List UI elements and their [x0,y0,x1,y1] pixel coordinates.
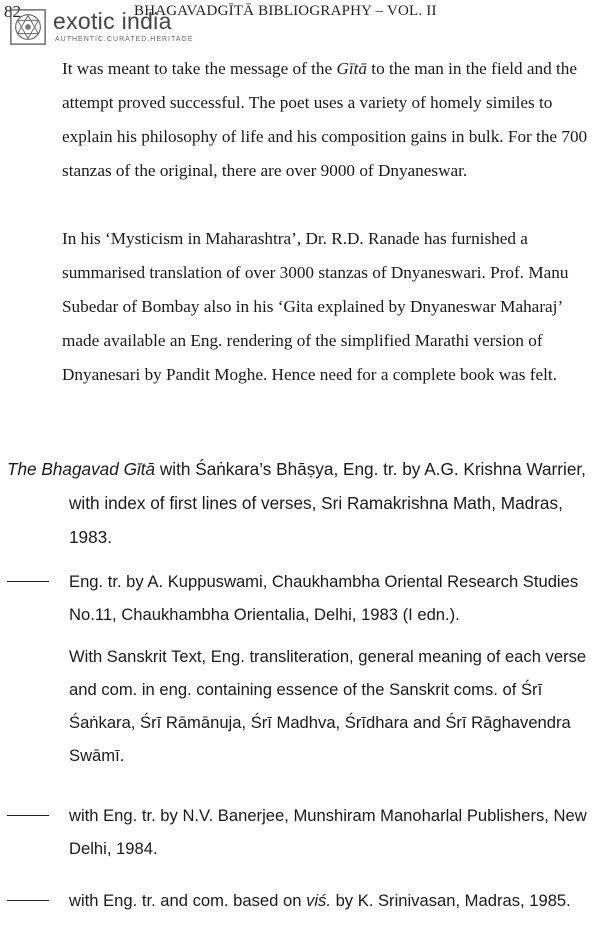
ditto-dash [7,900,49,901]
watermark-tagline: AUTHENTIC.CURATED.HERITAGE [55,36,194,43]
watermark-brand: exotic india [53,8,172,34]
ditto-dash [7,815,49,816]
bibliography-subentry-2: with Eng. tr. by N.V. Banerjee, Munshiram Manoharlal Publishers, New Delhi, 1984. [7,799,595,865]
page-number: 82 [4,2,21,21]
mandala-logo-icon [9,8,47,46]
body-paragraph-1: It was meant to take the message of the Gītā to the man in the field and the attempt proved successful. The poet uses a variety of homely similes to explain his philosophy of life and his composition gains in bulk. For the 700 stanzas of the original, there are over 9000 of Dnyaneswar. [62,59,588,180]
italic-gita: Gītā [336,59,367,78]
entry-title: The Bhagavad Gītā [7,459,156,479]
bibliography-subentry-1: Eng. tr. by A. Kuppuswami, Chaukhambha Oriental Research Studies No.11, Chaukhambha Orientalia, Delhi, 1983 (I edn.). [7,565,595,631]
watermark-logo [3,6,213,50]
subentry-1-note: With Sanskrit Text, Eng. transliteration, general meaning of each verse and com. in eng. containing essence of the Sanskrit coms. of Śrī Śaṅkara, Śrī Rāmānuja, Śrī Madhva, Śrīdhara and Śrī Rāghavendra Swāmī. [69,647,587,765]
ditto-dash [7,581,49,582]
bibliography-entry-main: The Bhagavad Gītā with Śaṅkara’s Bhāṣya, Eng. tr. by A.G. Krishna Warrier, with index of first lines of verses, Sri Ramakrishna Math, Madras, 1983. [7,459,586,547]
body-paragraph-2: In his ‘Mysticism in Maharashtra’, Dr. R.D. Ranade has furnished a summarised translation of over 3000 stanzas of Dnyaneswari. Prof. Manu Subedar of Bombay also in his ‘Gita explained by Dnyaneswar Maharaj’ made available an Eng. rendering of the simplified Marathi version of Dnyanesari by Pandit Moghe. Hence need for a complete book was felt. [62,229,569,384]
running-head: BHAGAVADGĪTĀ BIBLIOGRAPHY – VOL. II [134,3,437,19]
italic-vis: viś. [306,891,331,910]
bibliography-subentry-3: with Eng. tr. and com. based on viś. by K. Srinivasan, Madras, 1985. [7,884,595,917]
